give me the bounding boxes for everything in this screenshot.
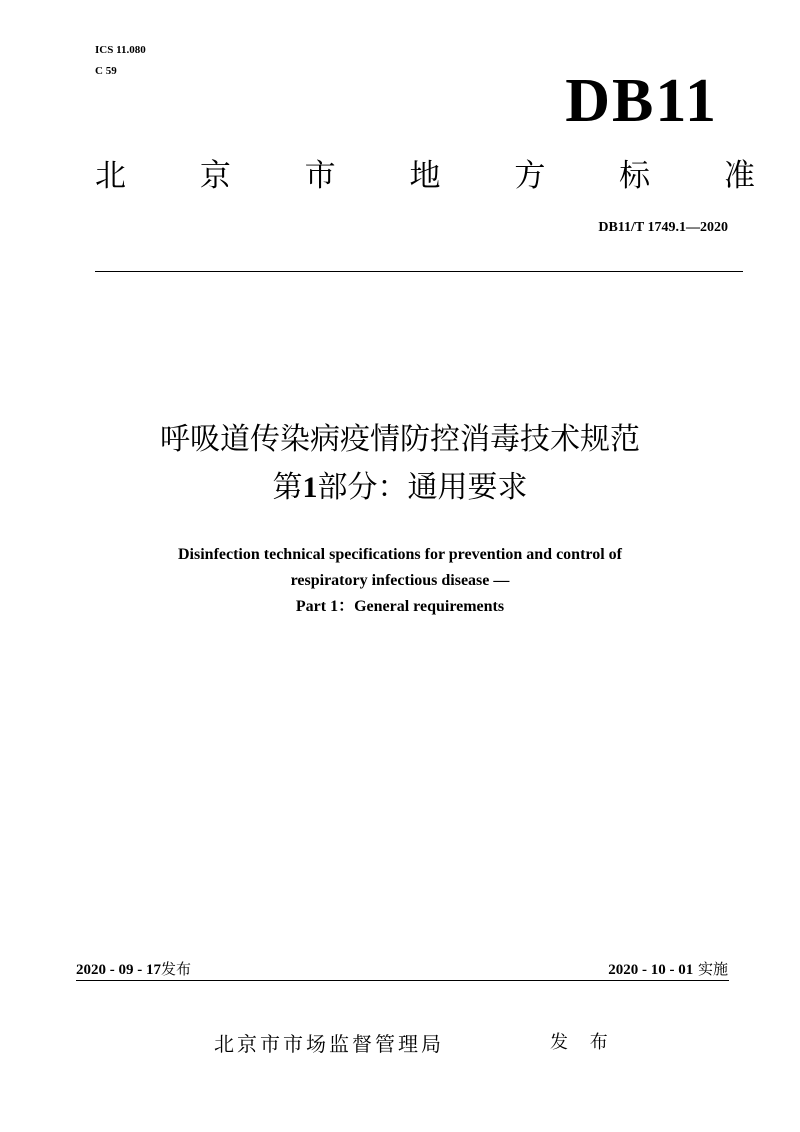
header-divider xyxy=(95,271,743,272)
release-label: 发布 xyxy=(161,960,192,978)
title-cn-line1: 呼吸道传染病疫情防控消毒技术规范 xyxy=(160,422,640,457)
title-part-number: 1 xyxy=(302,471,318,504)
title-en xyxy=(60,542,740,620)
standard-type-char: 标 xyxy=(619,158,651,194)
db-mark: DB11 xyxy=(565,67,718,135)
title-en-line2: respiratory infectious disease — xyxy=(290,572,510,589)
date-divider xyxy=(76,980,729,981)
implement-label: 实施 xyxy=(697,960,728,978)
title-part-prefix: 第 xyxy=(272,470,303,505)
title-en-line1: Disinfection technical specifications for prevention and control of xyxy=(178,546,622,563)
standard-type-char: 地 xyxy=(409,158,441,194)
implement-date-value: 2020 - 10 - 01 xyxy=(608,962,694,978)
release-date xyxy=(76,958,191,981)
standard-type-char: 京 xyxy=(199,158,231,194)
classification-codes xyxy=(95,40,146,82)
standard-type-heading xyxy=(95,156,755,196)
issuer-name: 北京市市场监督管理局 xyxy=(214,1032,444,1056)
implement-date xyxy=(608,958,728,981)
standard-code: DB11/T 1749.1—2020 xyxy=(598,220,728,235)
title-cn-line2 xyxy=(0,468,800,508)
standard-type-char: 北 xyxy=(95,158,126,194)
standard-type-char: 准 xyxy=(723,158,755,194)
ics-code: ICS 11.080 xyxy=(95,44,146,56)
title-part-suffix: 部分：通用要求 xyxy=(317,470,528,505)
title-en-line3: Part 1：General requirements xyxy=(295,598,505,615)
ccs-code: C 59 xyxy=(95,65,117,77)
issue-label: 发 布 xyxy=(550,1032,616,1053)
standard-type-char: 市 xyxy=(304,158,336,194)
release-date-value: 2020 - 09 - 17 xyxy=(76,962,161,978)
standard-type-char: 方 xyxy=(514,158,546,194)
